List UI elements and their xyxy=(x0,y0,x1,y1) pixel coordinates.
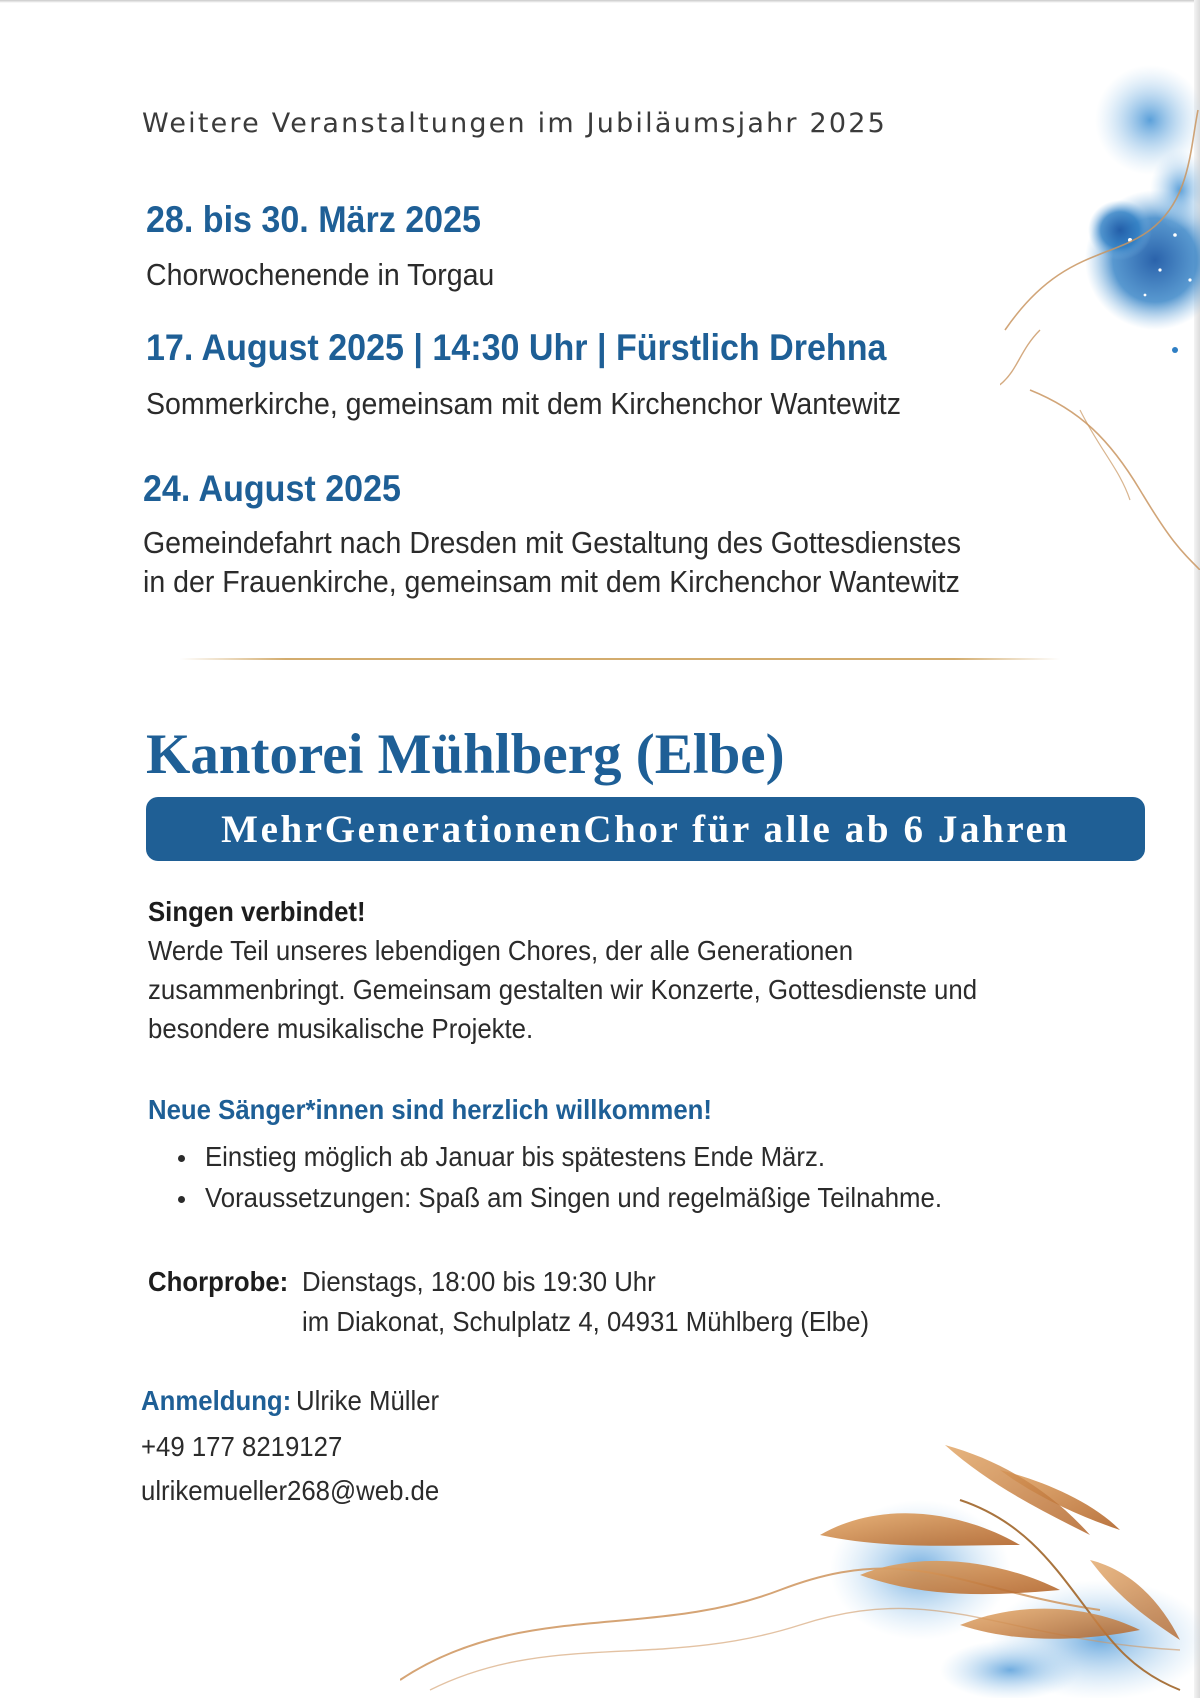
choir-title: Kantorei Mühlberg (Elbe) xyxy=(146,723,785,786)
rehearsal-time: Dienstags, 18:00 bis 19:30 Uhr xyxy=(302,1266,656,1297)
event-date: 28. bis 30. März 2025 xyxy=(146,199,481,240)
registration-phone: +49 177 8219127 xyxy=(141,1431,343,1462)
bullet-icon xyxy=(178,1155,185,1162)
rehearsal-label: Chorprobe: xyxy=(148,1266,289,1297)
registration-label: Anmeldung: xyxy=(141,1385,292,1416)
list-item-text: Voraussetzungen: Spaß am Singen und regelmäßige Teilnahme. xyxy=(205,1182,943,1213)
scan-top-edge xyxy=(0,0,1200,3)
bullet-icon xyxy=(178,1196,185,1203)
event-date: 24. August 2025 xyxy=(143,468,401,509)
list-item-text: Einstieg möglich ab Januar bis spätestens Ende März. xyxy=(205,1141,826,1172)
event-description: Sommerkirche, gemeinsam mit dem Kirchenchor Wantewitz xyxy=(146,386,901,421)
section-divider xyxy=(180,658,1060,660)
event-description-line: in der Frauenkirche, gemeinsam mit dem Kirchenchor Wantewitz xyxy=(143,564,960,599)
registration-contact-name: Ulrike Müller xyxy=(296,1385,440,1416)
watercolor-leaves-icon xyxy=(400,1440,1200,1698)
scan-right-edge xyxy=(1194,0,1200,1698)
intro-line: Werde Teil unseres lebendigen Chores, der alle Generationen xyxy=(148,935,854,966)
event-description xyxy=(143,523,961,601)
choir-banner-text: MehrGenerationenChor für alle ab 6 Jahren xyxy=(221,807,1070,851)
rehearsal-location: im Diakonat, Schulplatz 4, 04931 Mühlberg (Elbe) xyxy=(302,1306,870,1337)
intro-line: zusammenbringt. Gemeinsam gestalten wir Konzerte, Gottesdienste und xyxy=(148,974,978,1005)
event-date: 17. August 2025 | 14:30 Uhr | Fürstlich Drehna xyxy=(146,327,887,368)
choir-banner xyxy=(146,797,1145,861)
registration-email: ulrikemueller268@web.de xyxy=(141,1475,440,1506)
welcome-heading: Neue Sänger*innen sind herzlich willkommen! xyxy=(148,1094,712,1125)
event-description-line: Gemeindefahrt nach Dresden mit Gestaltung des Gottesdienstes xyxy=(143,525,962,560)
event-description: Chorwochenende in Torgau xyxy=(146,257,495,292)
intro-line: besondere musikalische Projekte. xyxy=(148,1013,534,1044)
intro-heading: Singen verbindet! xyxy=(148,896,366,927)
events-kicker: Weitere Veranstaltungen im Jubiläumsjahr 2025 xyxy=(142,108,888,139)
